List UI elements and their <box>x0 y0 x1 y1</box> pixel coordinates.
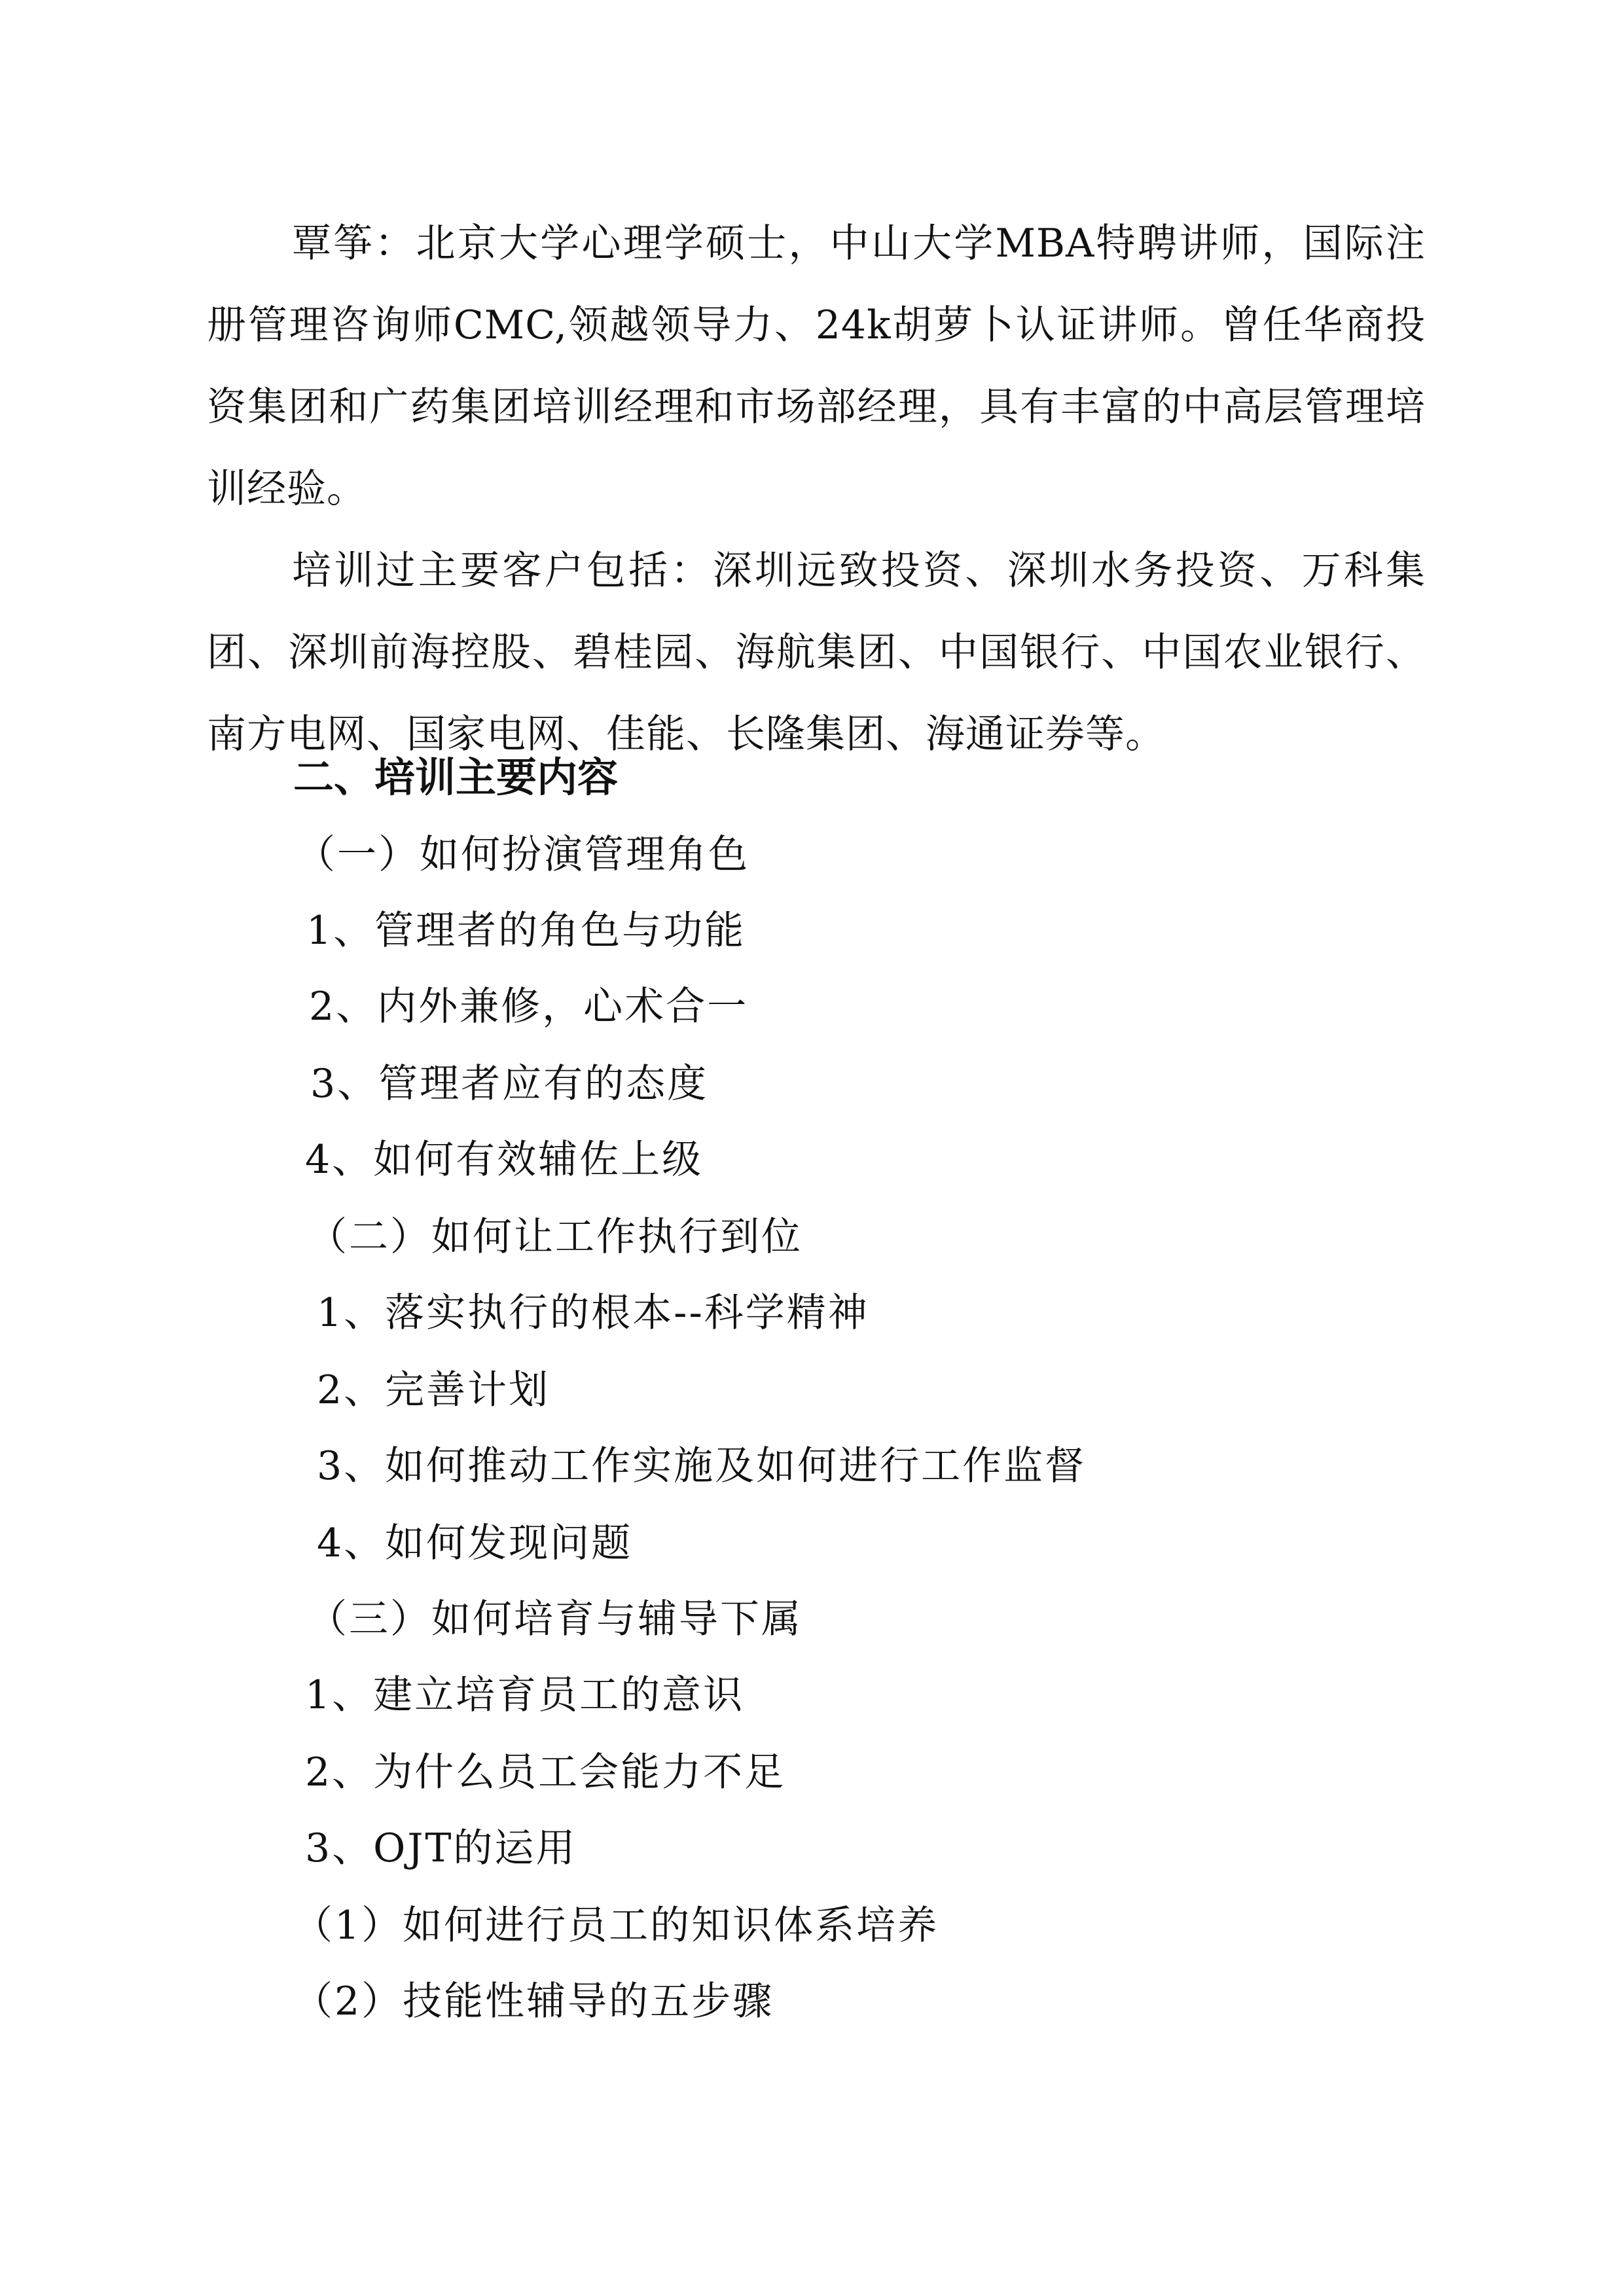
outline-item: 4、如何发现问题 <box>317 1520 633 1566</box>
clients-paragraph: 培训过主要客户包括：深圳远致投资、深圳水务投资、万科集团、深圳前海控股、碧桂园、海航集团、中国银行、中国农业银行、南方电网、国家电网、佳能、长隆集团、海通证券等。 <box>207 548 1426 757</box>
trainer-bio-paragraph: 覃筝：北京大学心理学硕士，中山大学MBA特聘讲师，国际注册管理咨询师CMC,领越领导力、24k胡萝卜认证讲师。曾任华商投资集团和广药集团培训经理和市场部经理，具有丰富的中高层管理培训经验。 <box>207 221 1426 512</box>
outline-item: 2、完善计划 <box>317 1367 550 1413</box>
outline-item: 3、如何推动工作实施及如何进行工作监督 <box>317 1443 1087 1489</box>
section-heading: 二、培训主要内容 <box>293 753 619 801</box>
outline-item: 1、管理者的角色与功能 <box>306 908 746 954</box>
outline-subitem: （1）如何进行员工的知识体系培养 <box>293 1903 939 1948</box>
outline-subitem: （2）技能性辅导的五步骤 <box>293 1979 774 2024</box>
outline-item: 1、建立培育员工的意识 <box>305 1672 745 1718</box>
outline-item: 4、如何有效辅佐上级 <box>305 1137 704 1183</box>
outline-item: 2、为什么员工会能力不足 <box>305 1749 786 1795</box>
outline-item: 1、落实执行的根本--科学精神 <box>317 1290 869 1336</box>
outline-subheading: （三）如何培育与辅导下属 <box>308 1596 803 1642</box>
outline-subheading: （一）如何扮演管理角色 <box>296 832 749 878</box>
outline-item: 3、管理者应有的态度 <box>310 1061 709 1107</box>
outline-item: 2、内外兼修，心术合一 <box>309 984 749 1030</box>
outline-subheading: （二）如何让工作执行到位 <box>308 1214 803 1260</box>
outline-item: 3、OJT的运用 <box>305 1825 577 1871</box>
